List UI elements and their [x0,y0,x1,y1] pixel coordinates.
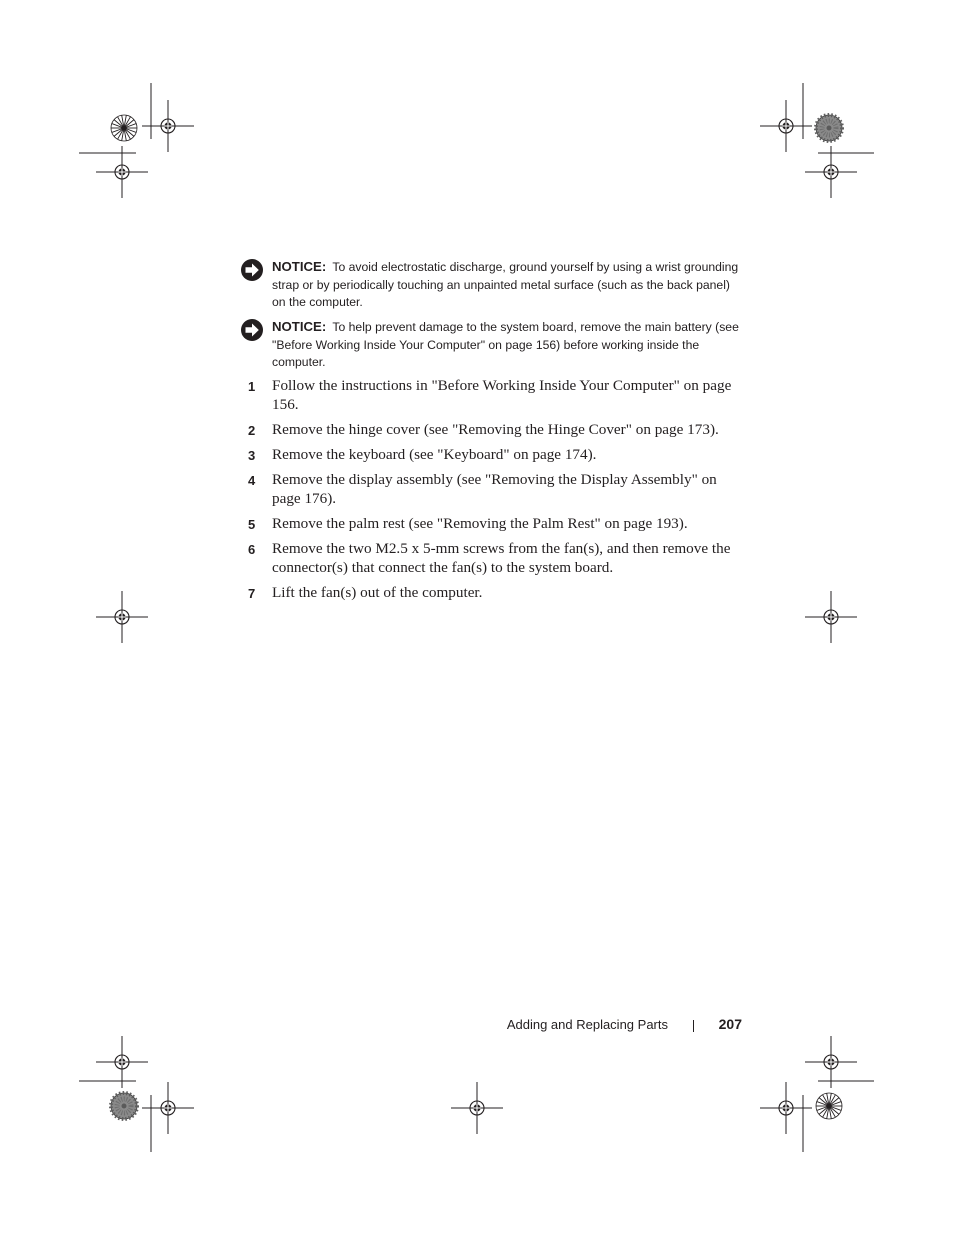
footer-section-title: Adding and Replacing Parts [506,1017,668,1032]
notice-body: To help prevent damage to the system board, remove the main battery (see "Before Working Inside Your Computer" on page 156) before working inside the computer. [272,320,739,369]
procedure-step [248,539,738,577]
step-number: 6 [248,542,256,557]
step-text: Remove the two M2.5 x 5-mm screws from the fan(s), and then remove the connector(s) that connect the fan(s) to the system board. [272,540,731,576]
procedure-step [248,445,738,464]
procedure-step [248,420,738,439]
notice-text [272,318,740,372]
step-number: 1 [248,379,256,394]
page-footer [470,1014,742,1034]
notice-arrow-icon [240,258,264,282]
notice-label: NOTICE: [272,319,327,334]
procedure-step [248,470,738,508]
notice-label: NOTICE: [272,259,327,274]
notice-body: To avoid electrostatic discharge, ground yourself by using a wrist grounding strap or by periodically touching an unpainted metal surface (such as the back panel) on the computer. [272,260,739,309]
step-text: Remove the display assembly (see "Removing the Display Assembly" on page 176). [272,471,717,507]
step-number: 7 [248,586,256,601]
procedure-step [248,514,738,533]
step-number: 3 [248,448,256,463]
step-text: Remove the keyboard (see "Keyboard" on page 174). [272,446,597,463]
procedure-step [248,583,738,602]
step-text: Remove the hinge cover (see "Removing the Hinge Cover" on page 173). [272,421,719,438]
notice-arrow-icon [240,318,264,342]
notice-system-board [240,318,740,372]
step-text: Follow the instructions in "Before Working Inside Your Computer" on page 156. [272,377,732,413]
step-number: 2 [248,423,256,438]
step-text: Lift the fan(s) out of the computer. [272,584,483,601]
page-number: 207 [718,1016,742,1032]
procedure-step [248,376,738,414]
step-text: Remove the palm rest (see "Removing the Palm Rest" on page 193). [272,515,688,532]
step-number: 4 [248,473,256,488]
step-number: 5 [248,517,256,532]
footer-separator [693,1020,694,1032]
notice-electrostatic [240,258,740,312]
procedure-steps [248,376,738,608]
notice-text [272,258,740,312]
